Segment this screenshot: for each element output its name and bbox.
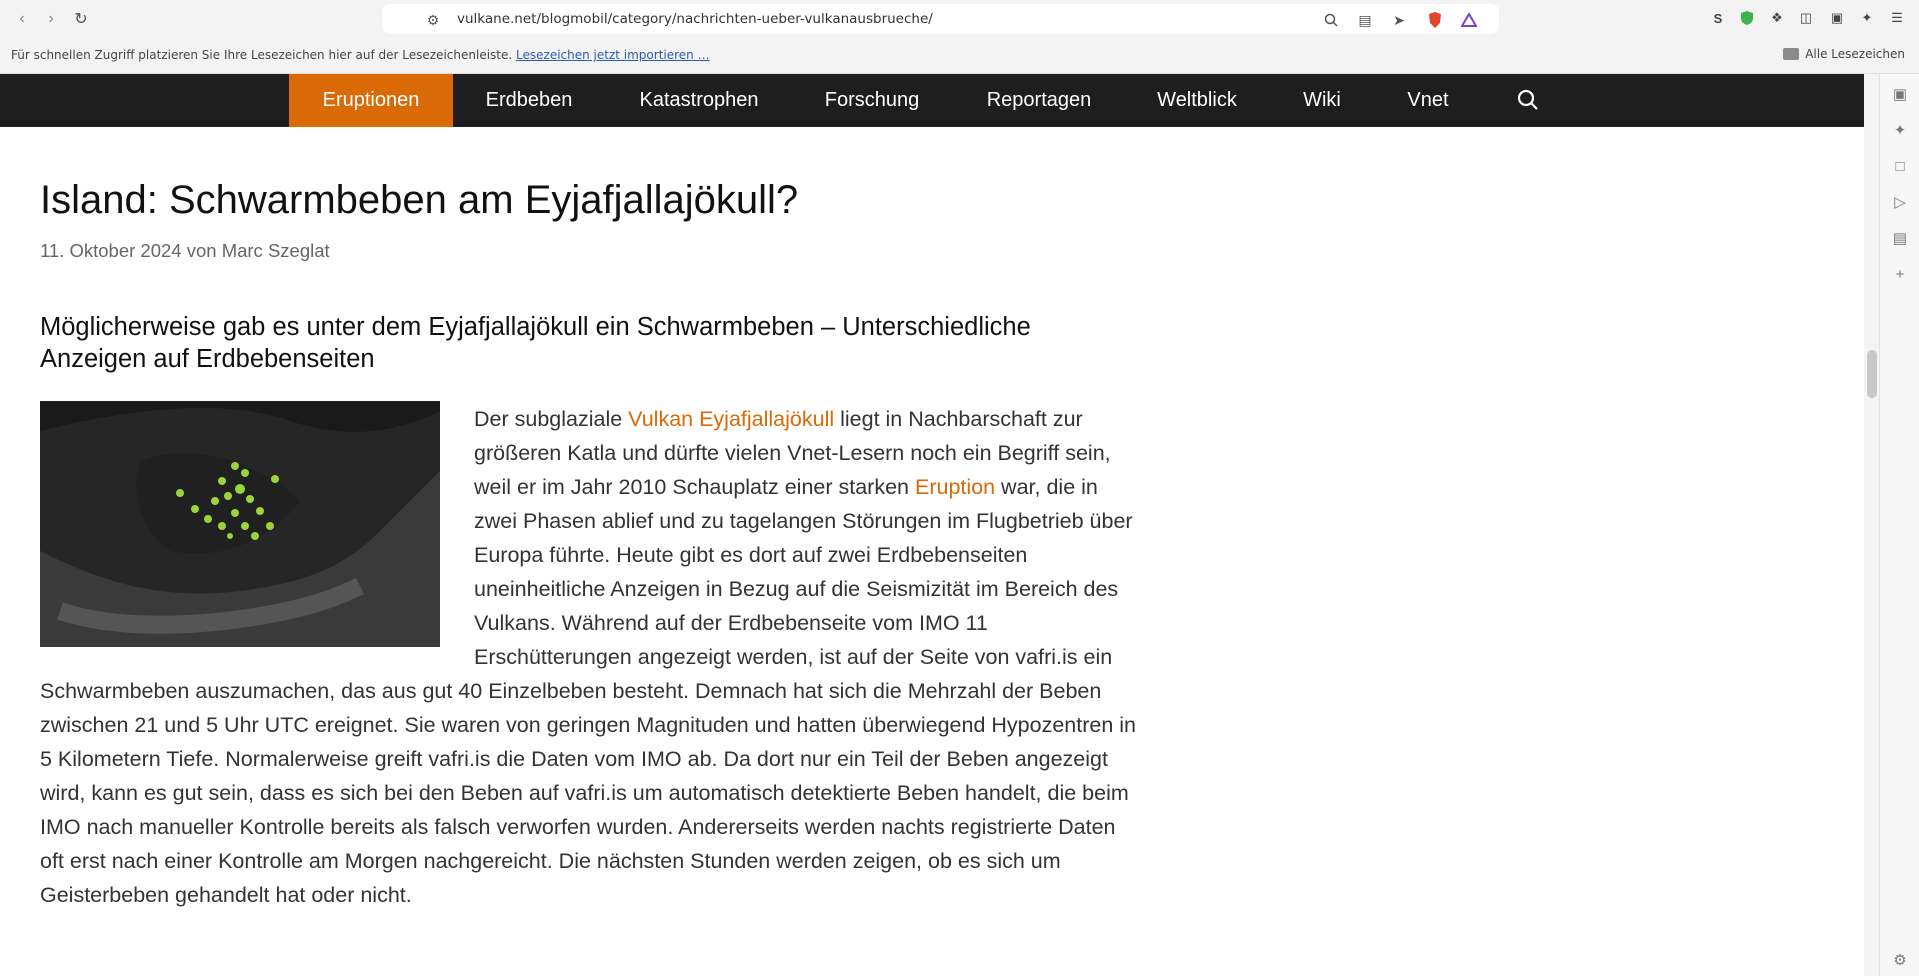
nav-forschung[interactable]: Forschung: [824, 89, 920, 111]
menu-icon[interactable]: ☰: [1891, 10, 1903, 25]
image-spacer: [40, 402, 474, 674]
wallet-icon[interactable]: ▣: [1830, 10, 1844, 25]
browser-toolbar: [0, 0, 1919, 38]
browser-sidebar: [1879, 74, 1919, 976]
article-subtitle: Möglicherweise gab es unter dem Eyjafjallajökull ein Schwarmbeben – Unterschiedliche Anzeigen auf Erdbebenseiten: [40, 313, 1031, 373]
forward-icon[interactable]: ›: [48, 10, 54, 27]
address-bar[interactable]: [382, 4, 1499, 34]
all-bookmarks-button[interactable]: Alle Lesezeichen: [1783, 47, 1905, 61]
sidebar-toggle-icon[interactable]: ◫: [1799, 10, 1813, 25]
extension-s-icon[interactable]: S: [1713, 10, 1723, 26]
playlist-sidebar-icon[interactable]: ▷: [1894, 194, 1906, 211]
nav-erdbeben[interactable]: Erdbeben: [485, 89, 573, 111]
brave-rewards-icon[interactable]: [1460, 11, 1478, 29]
link-eruption[interactable]: Eruption: [914, 475, 996, 499]
brave-shields-icon[interactable]: [1426, 11, 1444, 29]
search-icon[interactable]: [1516, 88, 1542, 114]
bookmarks-sidebar-icon[interactable]: □: [1895, 157, 1905, 175]
reload-icon[interactable]: ↻: [74, 11, 88, 28]
extensions-icon[interactable]: ❖: [1771, 10, 1783, 25]
folder-icon: [1783, 48, 1799, 60]
scrollbar-thumb[interactable]: [1867, 350, 1877, 398]
article-body: Der subglaziale Vulkan Eyjafjallajökull liegt in Nachbarschaft zur größeren Katla und dürfte vielen Vnet-Lesern noch ein Begriff sein, weil er im Jahr 2010 Schauplatz einer starken Eruption war, die in zwei Phasen ablief und zu tagelangen Störungen im Flugbetrieb über Europa führte. Heute gibt es dort auf zwei Erdbebenseiten uneinheitliche Anzeigen in Bezug auf die Seismizität im Bereich des Vulkans. Während auf der Erdbebenseite vom IMO 11 Erschütterungen angezeigt werden, ist auf der Seite von vafri.is ein Schwarmbeben auszumachen, das aus gut 40 Einzelbeben besteht. Demnach hat sich die Mehrzahl der Beben zwischen 21 und 5 Uhr UTC ereignet. Sie waren von geringen Magnituden und hatten überwiegend Hypozentren in 5 Kilometern Tiefe. Normalerweise greift vafri.is die Daten vom IMO ab. Da dort nur ein Teil der Beben angezeigt wird, kann es gut sein, dass es sich bei den Beben auf vafri.is um automatisch detektierte Beben handelt, die beim IMO nach manueller Kontrolle bereits als falsch verworfen wurden. Andererseits werden nachts registrierte Daten oft erst nach einer Kontrolle am Morgen nachgereicht. Die nächsten Stunden werden zeigen, ob es sich um Geisterbeben gehandelt hat oder nicht.: [40, 402, 1140, 912]
sidebar-settings-icon[interactable]: ⚙: [1893, 952, 1907, 969]
reading-list-icon[interactable]: ▤: [1892, 230, 1908, 247]
article-title[interactable]: Island: Schwarmbeben am Eyjafjallajökull?: [40, 178, 799, 222]
reader-mode-icon[interactable]: ▤: [1358, 11, 1372, 28]
nav-wiki[interactable]: Wiki: [1303, 89, 1341, 111]
vpn-shield-icon[interactable]: [1738, 9, 1756, 27]
nav-eruptionen[interactable]: Eruptionen: [289, 74, 453, 127]
link-vulkan-eyjafjallajokull[interactable]: Vulkan Eyjafjallajökull: [628, 407, 835, 431]
nav-katastrophen[interactable]: Katastrophen: [639, 89, 759, 111]
nav-weltblick[interactable]: Weltblick: [1157, 89, 1237, 111]
site-navigation: [0, 74, 1864, 127]
site-settings-icon[interactable]: ⚙: [426, 11, 440, 28]
url-text[interactable]: vulkane.net/blogmobil/category/nachrichten-ueber-vulkanausbrueche/: [457, 11, 933, 27]
page-scrollbar[interactable]: [1864, 74, 1879, 976]
wallet-sidebar-icon[interactable]: ▣: [1892, 86, 1908, 103]
leo-ai-icon[interactable]: ✦: [1861, 10, 1873, 25]
article-meta: 11. Oktober 2024 von Marc Szeglat: [40, 240, 330, 261]
nav-reportagen[interactable]: Reportagen: [986, 89, 1092, 111]
leo-sidebar-icon[interactable]: ✦: [1893, 122, 1907, 139]
share-icon[interactable]: ➤: [1393, 11, 1405, 28]
bookmarks-bar: [0, 38, 1919, 74]
bookmarks-hint: Für schnellen Zugriff platzieren Sie Ihre Lesezeichen hier auf der Lesezeichenleiste. Lesezeichen jetzt importieren …: [11, 48, 710, 62]
zoom-icon[interactable]: [1322, 11, 1340, 29]
import-bookmarks-link[interactable]: Lesezeichen jetzt importieren …: [516, 48, 710, 62]
back-icon[interactable]: ‹: [19, 10, 25, 27]
nav-vnet[interactable]: Vnet: [1407, 89, 1449, 111]
add-sidebar-icon[interactable]: +: [1895, 265, 1905, 283]
